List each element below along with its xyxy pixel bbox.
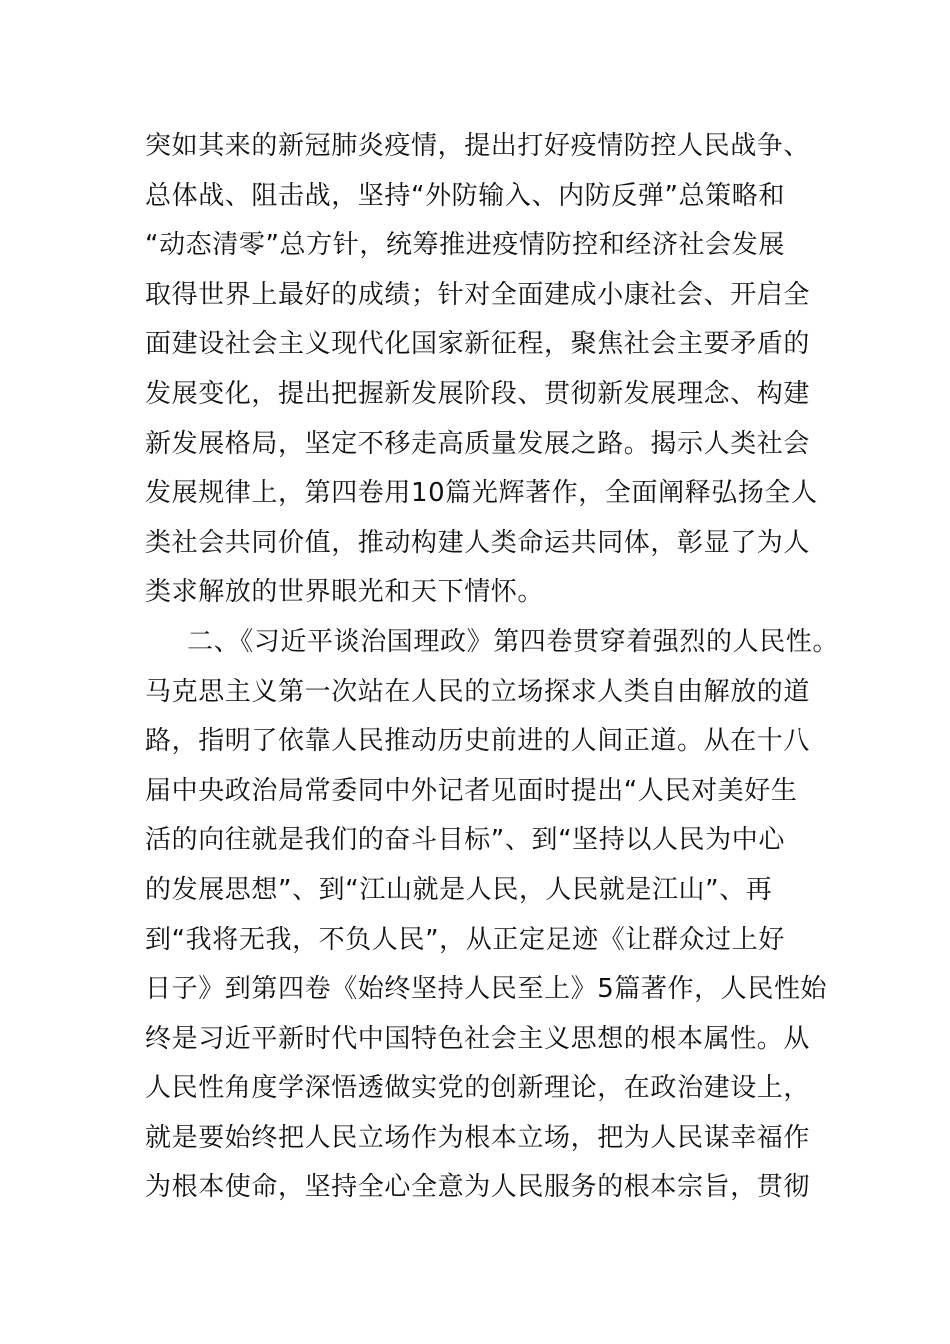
text-line: 届中央政治局常委同中外记者见面时提出“人民对美好生: [145, 775, 798, 806]
text-line: “动态清零”总方针，统筹推进疫情防控和经济社会发展: [145, 230, 785, 261]
text-line: 为根本使命，坚持全心全意为人民服务的根本宗旨，贯彻: [145, 1172, 811, 1203]
text-line: 马克思主义第一次站在人民的立场探求人类自由解放的道: [145, 676, 811, 707]
text-line: 就是要始终把人民立场作为根本立场，把为人民谋幸福作: [145, 1122, 811, 1153]
text-line: 突如其来的新冠肺炎疫情，提出打好疫情防控人民战争、: [145, 131, 811, 161]
text-line: 发展规律上，第四卷用10篇光辉著作，全面阐释弘扬全人: [145, 478, 818, 509]
text-line: 路，指明了依靠人民推动历史前进的人间正道。从在十八: [145, 726, 811, 757]
section-heading-line: 二、《习近平谈治国理政》第四卷贯穿着强烈的人民性。: [187, 626, 840, 657]
text-line: 活的向往就是我们的奋斗目标”、到“坚持以人民为中心: [145, 825, 785, 856]
text-line: 发展变化，提出把握新发展阶段、贯彻新发展理念、构建: [145, 378, 811, 409]
text-line: 人民性角度学深悟透做实党的创新理论，在政治建设上，: [145, 1073, 811, 1104]
text-line: 面建设社会主义现代化国家新征程，聚焦社会主要矛盾的: [145, 329, 811, 360]
body-text: [145, 122, 845, 1213]
text-line: 类社会共同价值，推动构建人类命运共同体，彰显了为人: [145, 527, 811, 558]
text-line: 终是习近平新时代中国特色社会主义思想的根本属性。从: [145, 1023, 811, 1054]
text-line: 的发展思想”、到“江山就是人民，人民就是江山”、再: [145, 874, 773, 905]
text-line: 总体战、阻击战，坚持“外防输入、内防反弹”总策略和: [145, 180, 785, 211]
text-line: 类求解放的世界眼光和天下情怀。: [145, 577, 545, 608]
text-line: 日子》到第四卷《始终坚持人民至上》5篇著作，人民性始: [145, 974, 828, 1005]
text-line: 到“我将无我，不负人民”，从正定足迹《让群众过上好: [145, 924, 785, 955]
text-line: 新发展格局，坚定不移走高质量发展之路。揭示人类社会: [145, 428, 811, 459]
text-line: 取得世界上最好的成绩；针对全面建成小康社会、开启全: [145, 279, 811, 310]
